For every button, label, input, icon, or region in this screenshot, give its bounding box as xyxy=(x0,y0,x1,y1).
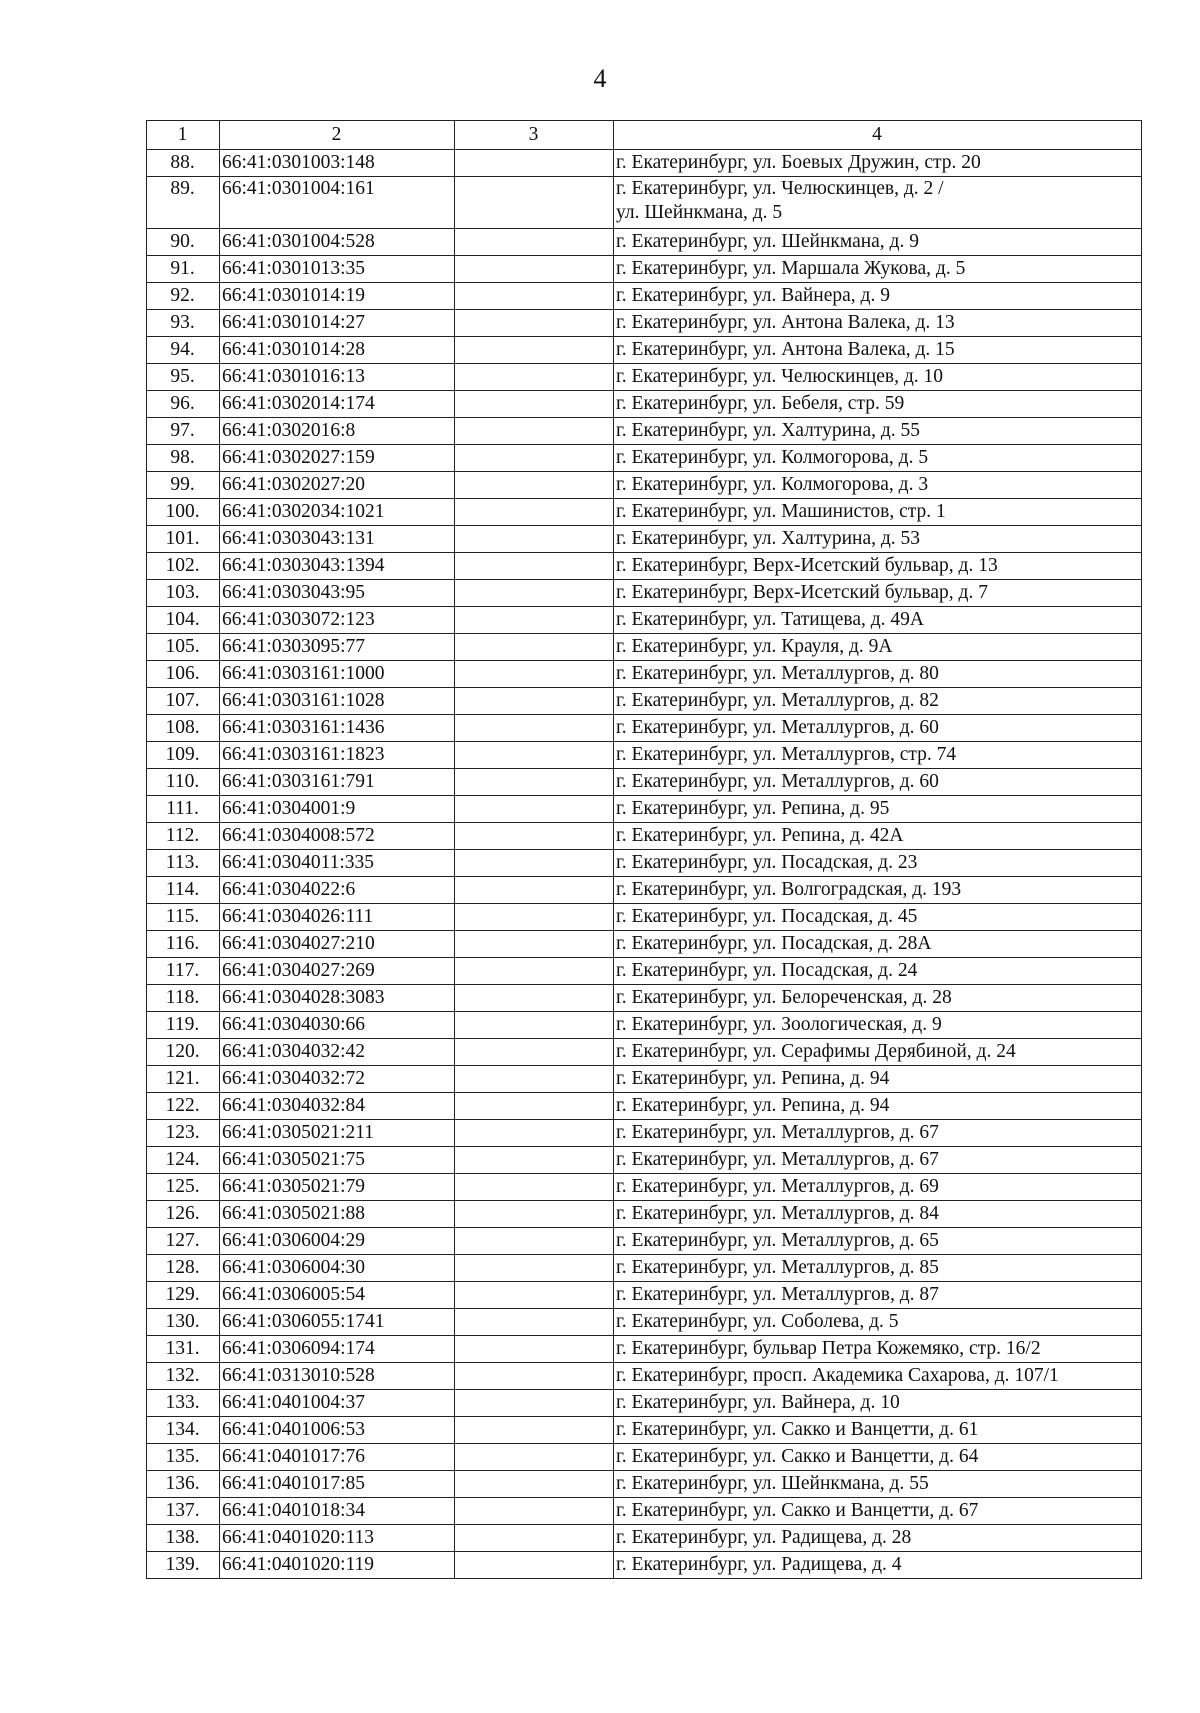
address-cell: г. Екатеринбург, просп. Академика Сахарова, д. 107/1 xyxy=(614,1363,1142,1390)
row-number-cell: 120. xyxy=(147,1039,220,1066)
row-number-cell: 106. xyxy=(147,661,220,688)
cadastral-number-cell: 66:41:0304030:66 xyxy=(220,1012,455,1039)
table-row xyxy=(147,1417,1142,1444)
column-3-cell xyxy=(455,634,614,661)
cadastral-number-cell: 66:41:0401004:37 xyxy=(220,1390,455,1417)
column-3-cell xyxy=(455,1093,614,1120)
table-row xyxy=(147,1012,1142,1039)
address-cell: г. Екатеринбург, ул. Репина, д. 42А xyxy=(614,823,1142,850)
cadastral-number-cell: 66:41:0304022:6 xyxy=(220,877,455,904)
address-cell: г. Екатеринбург, ул. Колмогорова, д. 3 xyxy=(614,472,1142,499)
table-row xyxy=(147,310,1142,337)
column-3-cell xyxy=(455,337,614,364)
cadastral-number-cell: 66:41:0303043:95 xyxy=(220,580,455,607)
address-cell: г. Екатеринбург, ул. Машинистов, стр. 1 xyxy=(614,499,1142,526)
registry-table xyxy=(146,120,1142,1579)
cadastral-number-cell: 66:41:0401006:53 xyxy=(220,1417,455,1444)
address-cell: г. Екатеринбург, ул. Посадская, д. 23 xyxy=(614,850,1142,877)
column-3-cell xyxy=(455,688,614,715)
address-cell: г. Екатеринбург, ул. Металлургов, д. 60 xyxy=(614,715,1142,742)
address-cell: г. Екатеринбург, ул. Соболева, д. 5 xyxy=(614,1309,1142,1336)
table-row xyxy=(147,823,1142,850)
address-cell: г. Екатеринбург, ул. Боевых Дружин, стр. 20 xyxy=(614,150,1142,177)
row-number-cell: 132. xyxy=(147,1363,220,1390)
address-cell: г. Екатеринбург, ул. Металлургов, д. 87 xyxy=(614,1282,1142,1309)
column-3-cell xyxy=(455,850,614,877)
row-number-cell: 114. xyxy=(147,877,220,904)
row-number-cell: 128. xyxy=(147,1255,220,1282)
address-cell: г. Екатеринбург, ул. Вайнера, д. 10 xyxy=(614,1390,1142,1417)
row-number-cell: 97. xyxy=(147,418,220,445)
row-number-cell: 108. xyxy=(147,715,220,742)
table-row xyxy=(147,958,1142,985)
row-number-cell: 123. xyxy=(147,1120,220,1147)
cadastral-number-cell: 66:41:0302027:20 xyxy=(220,472,455,499)
column-3-cell xyxy=(455,715,614,742)
cadastral-number-cell: 66:41:0305021:88 xyxy=(220,1201,455,1228)
table-row xyxy=(147,283,1142,310)
cadastral-number-cell: 66:41:0302016:8 xyxy=(220,418,455,445)
table-row xyxy=(147,769,1142,796)
table-row xyxy=(147,688,1142,715)
cadastral-number-cell: 66:41:0304011:335 xyxy=(220,850,455,877)
table-row xyxy=(147,150,1142,177)
row-number-cell: 96. xyxy=(147,391,220,418)
address-cell: г. Екатеринбург, ул. Посадская, д. 28А xyxy=(614,931,1142,958)
table-row xyxy=(147,1039,1142,1066)
address-cell: г. Екатеринбург, ул. Белореченская, д. 28 xyxy=(614,985,1142,1012)
cadastral-number-cell: 66:41:0303161:1436 xyxy=(220,715,455,742)
address-cell: г. Екатеринбург, ул. Шейнкмана, д. 9 xyxy=(614,229,1142,256)
cadastral-number-cell: 66:41:0304027:210 xyxy=(220,931,455,958)
column-3-cell xyxy=(455,1012,614,1039)
column-3-cell xyxy=(455,1201,614,1228)
row-number-cell: 110. xyxy=(147,769,220,796)
column-3-cell xyxy=(455,1309,614,1336)
cadastral-number-cell: 66:41:0401020:113 xyxy=(220,1525,455,1552)
table-row xyxy=(147,337,1142,364)
column-3-cell xyxy=(455,877,614,904)
column-3-cell xyxy=(455,607,614,634)
column-3-cell xyxy=(455,1417,614,1444)
column-header-3: 3 xyxy=(455,121,614,150)
table-row xyxy=(147,607,1142,634)
column-3-cell xyxy=(455,472,614,499)
cadastral-number-cell: 66:41:0304026:111 xyxy=(220,904,455,931)
table-row xyxy=(147,634,1142,661)
address-cell: г. Екатеринбург, ул. Репина, д. 94 xyxy=(614,1066,1142,1093)
table-row xyxy=(147,1147,1142,1174)
address-cell: г. Екатеринбург, ул. Радищева, д. 28 xyxy=(614,1525,1142,1552)
column-3-cell xyxy=(455,1390,614,1417)
row-number-cell: 104. xyxy=(147,607,220,634)
cadastral-number-cell: 66:41:0301013:35 xyxy=(220,256,455,283)
table-row xyxy=(147,850,1142,877)
cadastral-number-cell: 66:41:0303161:1000 xyxy=(220,661,455,688)
row-number-cell: 112. xyxy=(147,823,220,850)
table-body xyxy=(147,150,1142,1579)
table-header xyxy=(147,121,1142,150)
row-number-cell: 109. xyxy=(147,742,220,769)
table-row xyxy=(147,742,1142,769)
table-row xyxy=(147,391,1142,418)
address-cell: г. Екатеринбург, ул. Серафимы Дерябиной, д. 24 xyxy=(614,1039,1142,1066)
address-cell: г. Екатеринбург, ул. Антона Валека, д. 15 xyxy=(614,337,1142,364)
table-row xyxy=(147,796,1142,823)
cadastral-number-cell: 66:41:0301014:28 xyxy=(220,337,455,364)
row-number-cell: 100. xyxy=(147,499,220,526)
table-row xyxy=(147,1093,1142,1120)
cadastral-number-cell: 66:41:0306094:174 xyxy=(220,1336,455,1363)
table-row xyxy=(147,1390,1142,1417)
row-number-cell: 88. xyxy=(147,150,220,177)
column-header-4: 4 xyxy=(614,121,1142,150)
table-row xyxy=(147,985,1142,1012)
column-3-cell xyxy=(455,1444,614,1471)
table-row xyxy=(147,931,1142,958)
address-cell: г. Екатеринбург, ул. Металлургов, д. 67 xyxy=(614,1120,1142,1147)
cadastral-number-cell: 66:41:0306005:54 xyxy=(220,1282,455,1309)
address-cell: г. Екатеринбург, ул. Волгоградская, д. 193 xyxy=(614,877,1142,904)
cadastral-number-cell: 66:41:0401018:34 xyxy=(220,1498,455,1525)
address-cell: г. Екатеринбург, ул. Металлургов, д. 60 xyxy=(614,769,1142,796)
cadastral-number-cell: 66:41:0306055:1741 xyxy=(220,1309,455,1336)
column-3-cell xyxy=(455,256,614,283)
row-number-cell: 119. xyxy=(147,1012,220,1039)
address-cell: г. Екатеринбург, ул. Шейнкмана, д. 55 xyxy=(614,1471,1142,1498)
row-number-cell: 125. xyxy=(147,1174,220,1201)
cadastral-number-cell: 66:41:0303043:1394 xyxy=(220,553,455,580)
address-cell: г. Екатеринбург, ул. Халтурина, д. 55 xyxy=(614,418,1142,445)
address-cell: г. Екатеринбург, ул. Металлургов, д. 67 xyxy=(614,1147,1142,1174)
column-3-cell xyxy=(455,580,614,607)
table-row xyxy=(147,1525,1142,1552)
column-3-cell xyxy=(455,931,614,958)
address-cell: г. Екатеринбург, ул. Репина, д. 95 xyxy=(614,796,1142,823)
row-number-cell: 139. xyxy=(147,1552,220,1579)
row-number-cell: 134. xyxy=(147,1417,220,1444)
cadastral-number-cell: 66:41:0303161:791 xyxy=(220,769,455,796)
column-3-cell xyxy=(455,904,614,931)
cadastral-number-cell: 66:41:0304008:572 xyxy=(220,823,455,850)
row-number-cell: 95. xyxy=(147,364,220,391)
column-3-cell xyxy=(455,1039,614,1066)
column-3-cell xyxy=(455,418,614,445)
row-number-cell: 127. xyxy=(147,1228,220,1255)
column-3-cell xyxy=(455,1471,614,1498)
column-3-cell xyxy=(455,823,614,850)
cadastral-number-cell: 66:41:0303161:1028 xyxy=(220,688,455,715)
row-number-cell: 118. xyxy=(147,985,220,1012)
column-3-cell xyxy=(455,985,614,1012)
cadastral-number-cell: 66:41:0301014:27 xyxy=(220,310,455,337)
row-number-cell: 115. xyxy=(147,904,220,931)
cadastral-number-cell: 66:41:0302027:159 xyxy=(220,445,455,472)
column-3-cell xyxy=(455,310,614,337)
row-number-cell: 105. xyxy=(147,634,220,661)
row-number-cell: 129. xyxy=(147,1282,220,1309)
row-number-cell: 116. xyxy=(147,931,220,958)
table-row xyxy=(147,1255,1142,1282)
cadastral-number-cell: 66:41:0302014:174 xyxy=(220,391,455,418)
row-number-cell: 94. xyxy=(147,337,220,364)
column-3-cell xyxy=(455,661,614,688)
column-3-cell xyxy=(455,150,614,177)
row-number-cell: 91. xyxy=(147,256,220,283)
column-3-cell xyxy=(455,391,614,418)
cadastral-number-cell: 66:41:0304028:3083 xyxy=(220,985,455,1012)
row-number-cell: 92. xyxy=(147,283,220,310)
address-cell: г. Екатеринбург, ул. Татищева, д. 49А xyxy=(614,607,1142,634)
column-3-cell xyxy=(455,1174,614,1201)
header-row xyxy=(147,121,1142,150)
column-3-cell xyxy=(455,1336,614,1363)
column-header-1: 1 xyxy=(147,121,220,150)
column-3-cell xyxy=(455,526,614,553)
column-3-cell xyxy=(455,1498,614,1525)
table-row xyxy=(147,1309,1142,1336)
address-cell: г. Екатеринбург, ул. Посадская, д. 45 xyxy=(614,904,1142,931)
column-3-cell xyxy=(455,958,614,985)
column-3-cell xyxy=(455,796,614,823)
cadastral-number-cell: 66:41:0303043:131 xyxy=(220,526,455,553)
cadastral-number-cell: 66:41:0401020:119 xyxy=(220,1552,455,1579)
cadastral-number-cell: 66:41:0304032:72 xyxy=(220,1066,455,1093)
cadastral-number-cell: 66:41:0302034:1021 xyxy=(220,499,455,526)
column-3-cell xyxy=(455,364,614,391)
table-row xyxy=(147,229,1142,256)
address-cell: г. Екатеринбург, бульвар Петра Кожемяко, стр. 16/2 xyxy=(614,1336,1142,1363)
column-3-cell xyxy=(455,1066,614,1093)
row-number-cell: 99. xyxy=(147,472,220,499)
table-row xyxy=(147,1444,1142,1471)
table-row xyxy=(147,1336,1142,1363)
cadastral-number-cell: 66:41:0304032:84 xyxy=(220,1093,455,1120)
row-number-cell: 103. xyxy=(147,580,220,607)
address-cell: г. Екатеринбург, Верх-Исетский бульвар, д. 7 xyxy=(614,580,1142,607)
row-number-cell: 133. xyxy=(147,1390,220,1417)
address-cell: г. Екатеринбург, ул. Металлургов, д. 85 xyxy=(614,1255,1142,1282)
column-3-cell xyxy=(455,742,614,769)
cadastral-number-cell: 66:41:0303072:123 xyxy=(220,607,455,634)
table-row xyxy=(147,1498,1142,1525)
address-cell: г. Екатеринбург, ул. Халтурина, д. 53 xyxy=(614,526,1142,553)
table-row xyxy=(147,445,1142,472)
table-row xyxy=(147,580,1142,607)
address-cell: г. Екатеринбург, ул. Антона Валека, д. 13 xyxy=(614,310,1142,337)
column-3-cell xyxy=(455,1147,614,1174)
column-3-cell xyxy=(455,1120,614,1147)
address-cell: г. Екатеринбург, ул. Челюскинцев, д. 10 xyxy=(614,364,1142,391)
table-row xyxy=(147,715,1142,742)
table-row xyxy=(147,553,1142,580)
address-cell: г. Екатеринбург, ул. Зоологическая, д. 9 xyxy=(614,1012,1142,1039)
table-row xyxy=(147,256,1142,283)
row-number-cell: 102. xyxy=(147,553,220,580)
address-cell: г. Екатеринбург, ул. Сакко и Ванцетти, д. 61 xyxy=(614,1417,1142,1444)
cadastral-number-cell: 66:41:0301016:13 xyxy=(220,364,455,391)
row-number-cell: 117. xyxy=(147,958,220,985)
table-row xyxy=(147,177,1142,229)
row-number-cell: 107. xyxy=(147,688,220,715)
cadastral-number-cell: 66:41:0313010:528 xyxy=(220,1363,455,1390)
column-3-cell xyxy=(455,1363,614,1390)
table-row xyxy=(147,1174,1142,1201)
row-number-cell: 98. xyxy=(147,445,220,472)
row-number-cell: 126. xyxy=(147,1201,220,1228)
table-row xyxy=(147,661,1142,688)
address-cell: г. Екатеринбург, ул. Репина, д. 94 xyxy=(614,1093,1142,1120)
cadastral-number-cell: 66:41:0401017:76 xyxy=(220,1444,455,1471)
table-row xyxy=(147,499,1142,526)
cadastral-number-cell: 66:41:0306004:30 xyxy=(220,1255,455,1282)
column-3-cell xyxy=(455,1552,614,1579)
table-row xyxy=(147,1471,1142,1498)
column-3-cell xyxy=(455,553,614,580)
address-cell: г. Екатеринбург, ул. Посадская, д. 24 xyxy=(614,958,1142,985)
address-cell: г. Екатеринбург, ул. Сакко и Ванцетти, д. 64 xyxy=(614,1444,1142,1471)
column-3-cell xyxy=(455,177,614,229)
cadastral-number-cell: 66:41:0305021:79 xyxy=(220,1174,455,1201)
column-3-cell xyxy=(455,1228,614,1255)
address-cell: г. Екатеринбург, ул. Челюскинцев, д. 2 / ул. Шейнкмана, д. 5 xyxy=(614,177,1142,229)
address-cell: г. Екатеринбург, ул. Металлургов, д. 65 xyxy=(614,1228,1142,1255)
row-number-cell: 101. xyxy=(147,526,220,553)
cadastral-number-cell: 66:41:0303161:1823 xyxy=(220,742,455,769)
row-number-cell: 93. xyxy=(147,310,220,337)
table-row xyxy=(147,1282,1142,1309)
table-row xyxy=(147,364,1142,391)
column-3-cell xyxy=(455,445,614,472)
address-cell: г. Екатеринбург, ул. Бебеля, стр. 59 xyxy=(614,391,1142,418)
address-cell: г. Екатеринбург, ул. Радищева, д. 4 xyxy=(614,1552,1142,1579)
address-cell: г. Екатеринбург, ул. Металлургов, д. 84 xyxy=(614,1201,1142,1228)
table-row xyxy=(147,1066,1142,1093)
cadastral-number-cell: 66:41:0301004:161 xyxy=(220,177,455,229)
cadastral-number-cell: 66:41:0303095:77 xyxy=(220,634,455,661)
address-cell: г. Екатеринбург, ул. Колмогорова, д. 5 xyxy=(614,445,1142,472)
column-3-cell xyxy=(455,283,614,310)
table-row xyxy=(147,877,1142,904)
address-cell: г. Екатеринбург, ул. Маршала Жукова, д. 5 xyxy=(614,256,1142,283)
table-row xyxy=(147,1363,1142,1390)
address-cell: г. Екатеринбург, ул. Крауля, д. 9А xyxy=(614,634,1142,661)
cadastral-number-cell: 66:41:0301004:528 xyxy=(220,229,455,256)
cadastral-number-cell: 66:41:0301003:148 xyxy=(220,150,455,177)
row-number-cell: 113. xyxy=(147,850,220,877)
row-number-cell: 136. xyxy=(147,1471,220,1498)
address-cell: г. Екатеринбург, ул. Сакко и Ванцетти, д. 67 xyxy=(614,1498,1142,1525)
table-row xyxy=(147,472,1142,499)
page-number: 4 xyxy=(593,64,607,93)
address-cell: г. Екатеринбург, ул. Металлургов, стр. 74 xyxy=(614,742,1142,769)
column-3-cell xyxy=(455,229,614,256)
table-row xyxy=(147,1120,1142,1147)
table-row xyxy=(147,526,1142,553)
row-number-cell: 90. xyxy=(147,229,220,256)
row-number-cell: 111. xyxy=(147,796,220,823)
cadastral-number-cell: 66:41:0304027:269 xyxy=(220,958,455,985)
table-row xyxy=(147,418,1142,445)
address-cell: г. Екатеринбург, ул. Металлургов, д. 82 xyxy=(614,688,1142,715)
address-cell: г. Екатеринбург, ул. Металлургов, д. 69 xyxy=(614,1174,1142,1201)
row-number-cell: 121. xyxy=(147,1066,220,1093)
row-number-cell: 138. xyxy=(147,1525,220,1552)
address-cell: г. Екатеринбург, ул. Металлургов, д. 80 xyxy=(614,661,1142,688)
row-number-cell: 122. xyxy=(147,1093,220,1120)
row-number-cell: 124. xyxy=(147,1147,220,1174)
cadastral-number-cell: 66:41:0304032:42 xyxy=(220,1039,455,1066)
column-3-cell xyxy=(455,499,614,526)
cadastral-number-cell: 66:41:0305021:211 xyxy=(220,1120,455,1147)
address-cell: г. Екатеринбург, Верх-Исетский бульвар, д. 13 xyxy=(614,553,1142,580)
column-3-cell xyxy=(455,1525,614,1552)
row-number-cell: 135. xyxy=(147,1444,220,1471)
address-cell: г. Екатеринбург, ул. Вайнера, д. 9 xyxy=(614,283,1142,310)
cadastral-number-cell: 66:41:0401017:85 xyxy=(220,1471,455,1498)
cadastral-number-cell: 66:41:0306004:29 xyxy=(220,1228,455,1255)
table-row xyxy=(147,1201,1142,1228)
table-row xyxy=(147,904,1142,931)
table-row xyxy=(147,1552,1142,1579)
table-row xyxy=(147,1228,1142,1255)
column-3-cell xyxy=(455,769,614,796)
column-3-cell xyxy=(455,1282,614,1309)
column-header-2: 2 xyxy=(220,121,455,150)
column-3-cell xyxy=(455,1255,614,1282)
cadastral-number-cell: 66:41:0305021:75 xyxy=(220,1147,455,1174)
row-number-cell: 137. xyxy=(147,1498,220,1525)
row-number-cell: 89. xyxy=(147,177,220,229)
cadastral-number-cell: 66:41:0301014:19 xyxy=(220,283,455,310)
row-number-cell: 131. xyxy=(147,1336,220,1363)
row-number-cell: 130. xyxy=(147,1309,220,1336)
cadastral-number-cell: 66:41:0304001:9 xyxy=(220,796,455,823)
